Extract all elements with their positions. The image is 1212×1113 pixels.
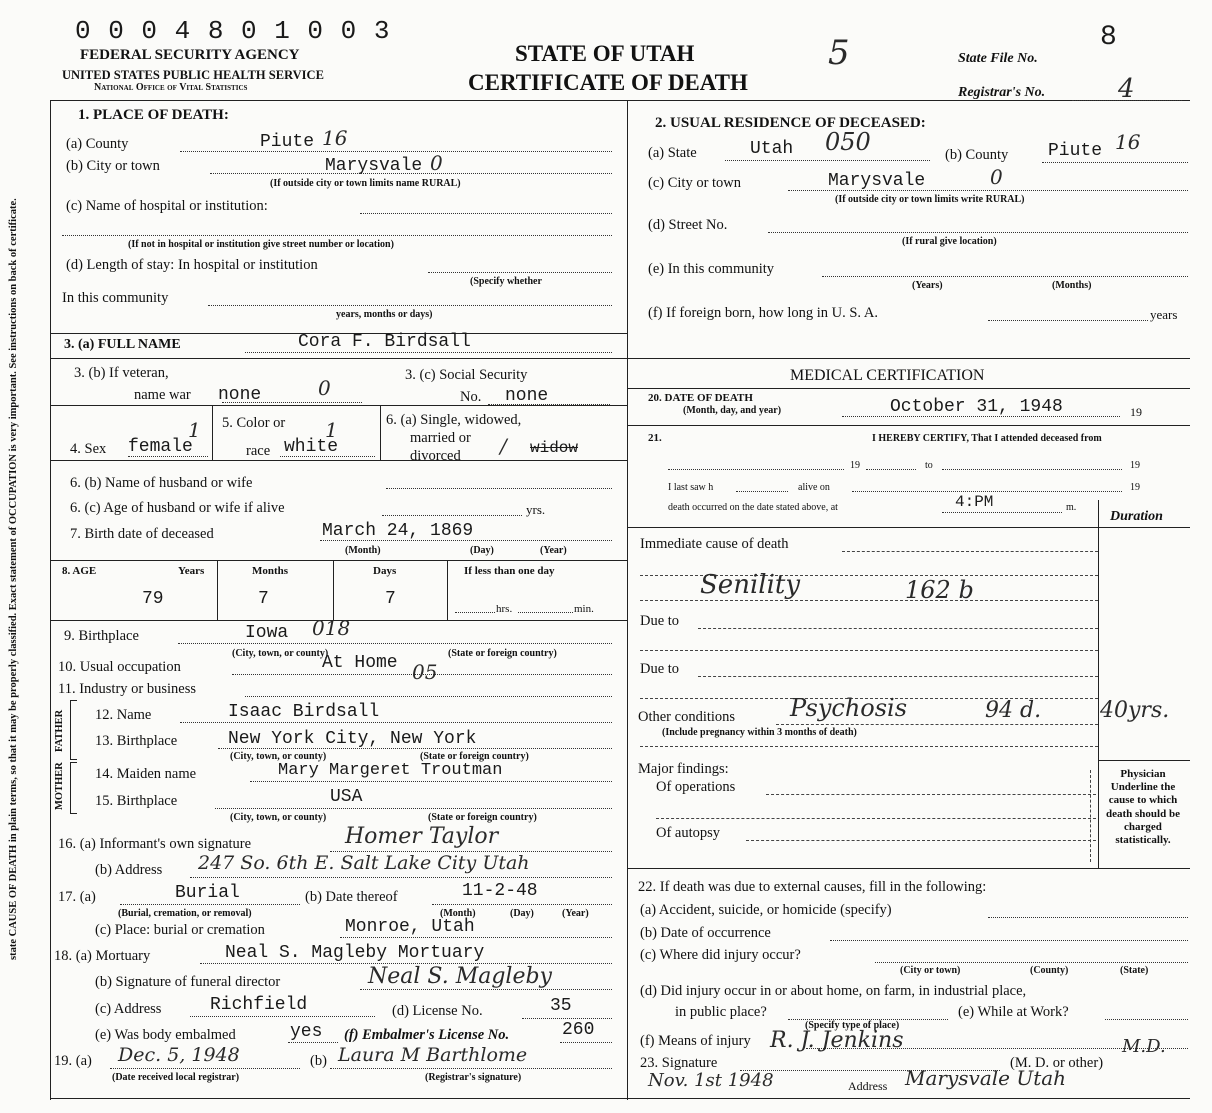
occurred-text: death occurred on the date stated above, at: [668, 502, 838, 513]
due-to-2: Due to: [640, 661, 680, 677]
immediate-cause: Senility: [700, 570, 801, 600]
age-hrs: hrs.: [496, 603, 513, 615]
registrar-value: 4: [1118, 74, 1135, 104]
pod-stay-label: (d) Length of stay: In hospital or institution: [66, 257, 318, 273]
ssn-no: No.: [460, 389, 482, 405]
death-date-19: 19: [1130, 405, 1142, 419]
age-months-label: Months: [252, 565, 289, 577]
burial-day-label: (Day): [510, 908, 534, 919]
color-label: 5. Color or: [222, 415, 286, 431]
other-label: Other conditions: [638, 709, 736, 725]
registrar-label: Registrar's No.: [958, 85, 1046, 100]
race-code: 1: [325, 418, 338, 442]
res-community-label: (e) In this community: [648, 261, 775, 277]
medical-heading: MEDICAL CERTIFICATION: [790, 367, 985, 384]
lastsaw-b: alive on: [798, 482, 830, 493]
certificate-serial: 0 0 0 4 8 0 1 0 0 3: [75, 16, 391, 46]
res-city: Marysvale: [828, 171, 926, 191]
pod-ymd-note: years, months or days): [336, 309, 433, 320]
certify-to: to: [925, 460, 933, 471]
mother-name: Mary Margeret Troutman: [278, 761, 503, 780]
burial-year-label: (Year): [562, 908, 589, 919]
mother-birthplace-label: 15. Birthplace: [95, 793, 178, 809]
other-code: 94 d.: [985, 698, 1042, 723]
war-label: name war: [134, 387, 191, 403]
age-lessday-label: If less than one day: [464, 565, 555, 577]
margin-instructions: state CAUSE OF DEATH in plain terms, so that it may be properly classified. Exact statement of OCCUPATION is very important. See instructions on back of certificate.: [8, 198, 19, 960]
certify-19a: 19: [850, 460, 860, 471]
external-d1: (d) Did injury occur in or about home, on farm, in industrial place,: [640, 983, 1027, 999]
signature-address-label: Address: [848, 1079, 888, 1093]
received-note: (Date received local registrar): [112, 1072, 240, 1083]
service-name: UNITED STATES PUBLIC HEALTH SERVICE: [62, 68, 324, 82]
other-condition: Psychosis: [790, 694, 908, 722]
occupation-code: 05: [412, 660, 438, 684]
res-county: Piute: [1048, 141, 1103, 161]
license-label: (d) License No.: [392, 1003, 483, 1019]
res-state: Utah: [750, 139, 794, 159]
physician-signature: R. J. Jenkins: [770, 1028, 904, 1053]
marital-label-a: 6. (a) Single, widowed,: [386, 412, 522, 428]
pod-city-code: 0: [430, 151, 443, 175]
sex-code: 1: [188, 418, 201, 442]
pod-city-note: (If outside city or town limits name RURAL): [270, 178, 461, 189]
external-c: (c) Where did injury occur?: [640, 947, 801, 963]
res-city-note: (If outside city or town limits write RURAL): [835, 194, 1025, 205]
res-foreign-label: (f) If foreign born, how long in U. S. A.: [648, 305, 878, 321]
office-name: National Office of Vital Statistics: [94, 82, 248, 93]
age-years: 79: [142, 589, 164, 609]
mother-note-b: (State or foreign country): [428, 812, 537, 823]
res-city-label: (c) City or town: [648, 175, 742, 191]
embalmer-label: (f) Embalmer's License No.: [344, 1027, 510, 1043]
sex-label: 4. Sex: [70, 441, 107, 457]
external-e: (e) While at Work?: [958, 1004, 1069, 1020]
age-days-label: Days: [373, 565, 397, 577]
burial-month-label: (Month): [440, 908, 476, 919]
certify-19b: 19: [1130, 460, 1140, 471]
state-title: STATE OF UTAH: [515, 41, 695, 66]
res-street-label: (d) Street No.: [648, 217, 728, 233]
res-city-code: 0: [990, 165, 1003, 189]
md-value: M.D.: [1122, 1036, 1166, 1057]
state-file-value: 8: [1100, 22, 1117, 53]
pod-city-label: (b) City or town: [66, 158, 160, 174]
mother-tag: MOTHER: [54, 762, 65, 810]
occupation: At Home: [322, 653, 398, 673]
res-years-label: (Years): [912, 280, 943, 291]
death-date-label: 20. DATE OF DEATH: [648, 392, 753, 404]
father-note-a: (City, town, or county): [230, 751, 327, 762]
burial-date-label: (b) Date thereof: [305, 889, 398, 905]
spouse-age-label: 6. (c) Age of husband or wife if alive: [70, 500, 285, 516]
signature-label: 23. Signature: [640, 1055, 718, 1071]
director-label: (b) Signature of funeral director: [95, 974, 281, 990]
marital-label-c: divorced: [410, 448, 461, 464]
mortuary-address-label: (c) Address: [95, 1001, 162, 1017]
burial-label: 17. (a): [58, 889, 96, 905]
external-state-note: (State): [1120, 965, 1149, 976]
embalmer-license: 260: [562, 1020, 595, 1040]
res-county-label: (b) County: [945, 147, 1009, 163]
duration-label: Duration: [1110, 509, 1163, 524]
pod-city: Marysvale: [325, 156, 423, 176]
birthplace: Iowa: [245, 623, 289, 643]
immediate-label: Immediate cause of death: [640, 536, 789, 552]
signature-address: Marysvale Utah: [905, 1066, 1067, 1090]
external-city-note: (City or town): [900, 965, 961, 976]
burial-place: Monroe, Utah: [345, 917, 475, 937]
mortuary-address: Richfield: [210, 995, 308, 1015]
registrar-note: (Registrar's signature): [425, 1072, 522, 1083]
embalmed: yes: [290, 1022, 323, 1042]
external-f: (f) Means of injury: [640, 1033, 751, 1049]
age-min: min.: [574, 603, 594, 615]
burial-place-label: (c) Place: burial or cremation: [95, 922, 265, 938]
embalmed-label: (e) Was body embalmed: [95, 1027, 236, 1043]
registrar-sig-label: (b): [310, 1053, 327, 1069]
place-of-death-heading: 1. PLACE OF DEATH:: [78, 107, 229, 123]
bd-day-label: (Day): [470, 545, 494, 556]
birthdate: March 24, 1869: [322, 521, 474, 541]
external-county-note: (County): [1030, 965, 1069, 976]
other-duration: 40yrs.: [1100, 698, 1170, 723]
major-label: Major findings:: [638, 761, 729, 777]
autopsy-label: Of autopsy: [656, 825, 721, 841]
burial-date: 11-2-48: [462, 881, 538, 901]
father-name: Isaac Birdsall: [228, 702, 380, 722]
marital-code: /: [500, 434, 507, 458]
mortuary-label: 18. (a) Mortuary: [54, 948, 151, 964]
birthplace-label: 9. Birthplace: [64, 628, 139, 644]
burial-note: (Burial, cremation, or removal): [118, 908, 252, 919]
occupation-label: 10. Usual occupation: [58, 659, 181, 675]
death-date: October 31, 1948: [890, 397, 1063, 417]
pod-hospital-label: (c) Name of hospital or institution:: [66, 198, 268, 214]
age-days: 7: [385, 589, 396, 609]
immediate-code: 162 b: [905, 576, 974, 604]
ssn: none: [505, 386, 549, 406]
sex: female: [128, 437, 193, 457]
agency-name: FEDERAL SECURITY AGENCY: [80, 47, 300, 63]
race-label: race: [246, 443, 271, 459]
birthplace-note-a: (City, town, or county): [232, 648, 329, 659]
spouse-label: 6. (b) Name of husband or wife: [70, 475, 253, 491]
md-label: (M. D. or other): [1010, 1055, 1104, 1071]
due-to-1: Due to: [640, 613, 680, 629]
spouse-yrs: yrs.: [526, 502, 546, 517]
informant-address: 247 So. 6th E. Salt Lake City Utah: [198, 852, 530, 874]
father-note-b: (State or foreign country): [420, 751, 529, 762]
res-months-label: (Months): [1052, 280, 1092, 291]
res-state-label: (a) State: [648, 145, 697, 161]
external-d2: in public place?: [675, 1004, 767, 1020]
pod-county: Piute: [260, 132, 315, 152]
mother-note-a: (City, town, or county): [230, 812, 327, 823]
mother-birthplace: USA: [330, 787, 363, 807]
father-birthplace-label: 13. Birthplace: [95, 733, 178, 749]
physician-note: Physician Underline the cause to which death should be charged statistically.: [1106, 768, 1180, 846]
res-rural-note: (If rural give location): [902, 236, 997, 247]
father-birthplace: New York City, New York: [228, 729, 477, 749]
industry-label: 11. Industry or business: [58, 681, 197, 697]
death-time: 4:PM: [955, 493, 994, 511]
birthplace-code: 018: [312, 616, 351, 640]
war-code: 0: [318, 376, 331, 400]
other-note: (Include pregnancy within 3 months of death): [662, 727, 857, 738]
informant-sig-label: 16. (a) Informant's own signature: [58, 836, 252, 852]
age-years-label: Years: [178, 565, 205, 577]
birthdate-label: 7. Birth date of deceased: [70, 526, 214, 542]
hand-number: 5: [828, 33, 850, 73]
external-b: (b) Date of occurrence: [640, 925, 771, 941]
pod-community-label: In this community: [62, 290, 169, 306]
burial: Burial: [175, 883, 240, 903]
marital-label-b: married or: [410, 430, 471, 446]
lastsaw-19: 19: [1130, 482, 1140, 493]
res-county-code: 16: [1115, 130, 1141, 154]
race: white: [284, 437, 339, 457]
informant-address-label: (b) Address: [95, 862, 163, 878]
father-tag: FATHER: [54, 709, 65, 752]
director-signature: Neal S. Magleby: [368, 964, 552, 989]
res-years-word: years: [1150, 307, 1178, 322]
birthplace-note-b: (State or foreign country): [448, 648, 557, 659]
pod-hospital-note: (If not in hospital or institution give street number or location): [128, 239, 394, 250]
bd-year-label: (Year): [540, 545, 567, 556]
residence-heading: 2. USUAL RESIDENCE OF DECEASED:: [655, 115, 926, 131]
license: 35: [550, 996, 572, 1016]
external-heading: 22. If death was due to external causes, fill in the following:: [638, 879, 987, 895]
mortuary: Neal S. Magleby Mortuary: [225, 943, 485, 963]
occurred-m: m.: [1066, 502, 1077, 513]
signature-date: Nov. 1st 1948: [648, 1070, 774, 1091]
received-label: 19. (a): [54, 1053, 92, 1069]
fullname-label: 3. (a) FULL NAME: [64, 337, 181, 352]
received-date: Dec. 5, 1948: [118, 1044, 240, 1066]
mother-name-label: 14. Maiden name: [95, 766, 197, 782]
certify-num: 21.: [648, 432, 662, 444]
external-a: (a) Accident, suicide, or homicide (specify): [640, 902, 892, 918]
pod-specify-note: (Specify whether: [470, 276, 542, 287]
death-date-sub: (Month, day, and year): [683, 405, 782, 416]
pod-county-code: 16: [322, 126, 348, 150]
marital-status: widow: [530, 439, 579, 457]
age-label: 8. AGE: [62, 565, 97, 577]
war: none: [218, 385, 262, 405]
age-months: 7: [258, 589, 269, 609]
informant-signature: Homer Taylor: [345, 824, 499, 849]
bd-month-label: (Month): [345, 545, 381, 556]
lastsaw-a: I last saw h: [668, 482, 714, 493]
veteran-label: 3. (b) If veteran,: [74, 365, 169, 381]
father-name-label: 12. Name: [95, 707, 152, 723]
res-state-code: 050: [825, 128, 871, 156]
operations-label: Of operations: [656, 779, 736, 795]
ssn-label: 3. (c) Social Security: [405, 367, 528, 383]
fullname: Cora F. Birdsall: [298, 332, 471, 352]
pod-county-label: (a) County: [66, 136, 129, 152]
certificate-title: CERTIFICATE OF DEATH: [468, 70, 748, 95]
registrar-signature: Laura M Barthlome: [338, 1044, 528, 1066]
external-type-note: (Specify type of place): [805, 1020, 900, 1031]
certify-text: I HEREBY CERTIFY, That I attended deceased from: [872, 433, 1102, 444]
state-file-label: State File No.: [958, 51, 1038, 66]
